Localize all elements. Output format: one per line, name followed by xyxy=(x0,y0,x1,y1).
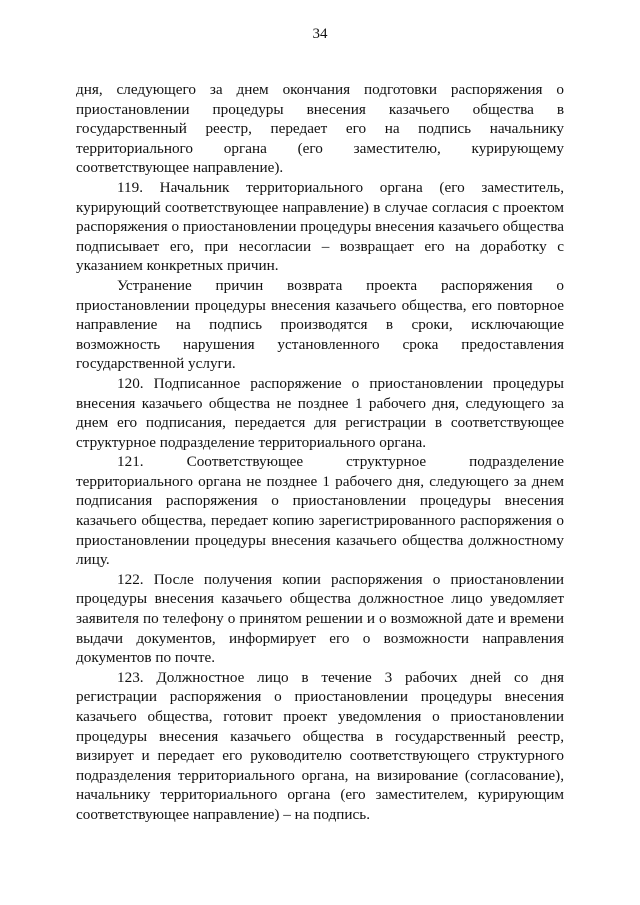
paragraph-123: 123. Должностное лицо в течение 3 рабочих дней со дня регистрации распоряжения о приостановлении процедуры внесения казачьего общества, готовит проект уведомления о приостановлении процедуры внесения казачьего общества в государственный реестр, визирует и передает его руководителю соответствующего структурного подразделения территориального органа, на визирование (согласование), начальнику территориального органа (его заместителем, курирующим соответствующее направление) – на подпись. xyxy=(76,668,564,823)
document-body xyxy=(76,80,564,825)
page-number: 34 xyxy=(312,26,328,42)
paragraph-120: 120. Подписанное распоряжение о приостановлении процедуры внесения казачьего общества не позднее 1 рабочего дня, следующего за днем его подписания, передается для регистрации в соответствующее структурное подразделение территориального органа. xyxy=(76,374,564,451)
paragraph-119: 119. Начальник территориального органа (его заместитель, курирующий соответствующее направление) в случае согласия с проектом распоряжения о приостановлении процедуры внесения казачьего общества подписывает его, при несогласии – возвращает его на доработку с указанием конкретных причин. xyxy=(76,178,564,275)
paragraph-122: 122. После получения копии распоряжения о приостановлении процедуры внесения казачьего общества должностное лицо уведомляет заявителя по телефону о принятом решении и о возможной дате и времени выдачи документов, информирует его о возможности направления документов по почте. xyxy=(76,570,564,667)
paragraph-121: 121. Соответствующее структурное подразделение территориального органа не позднее 1 рабочего дня, следующего за днем подписания распоряжения о приостановлении процедуры внесения казачьего общества, передает копию зарегистрированного распоряжения о приостановлении процедуры внесения казачьего общества должностному лицу. xyxy=(76,453,564,569)
paragraph-continuation: дня, следующего за днем окончания подготовки распоряжения о приостановлении процедуры внесения казачьего общества в государственный реестр, передает его на подпись начальнику территориального органа (его заместителю, курирующему соответствующее направление). xyxy=(76,81,564,177)
paragraph-119-elimination: Устранение причин возврата проекта распоряжения о приостановлении процедуры внесения казачьего общества, его повторное направление на подпись производятся в сроки, исключающие возможность нарушения установленного срока предоставления государственной услуги. xyxy=(76,276,564,373)
